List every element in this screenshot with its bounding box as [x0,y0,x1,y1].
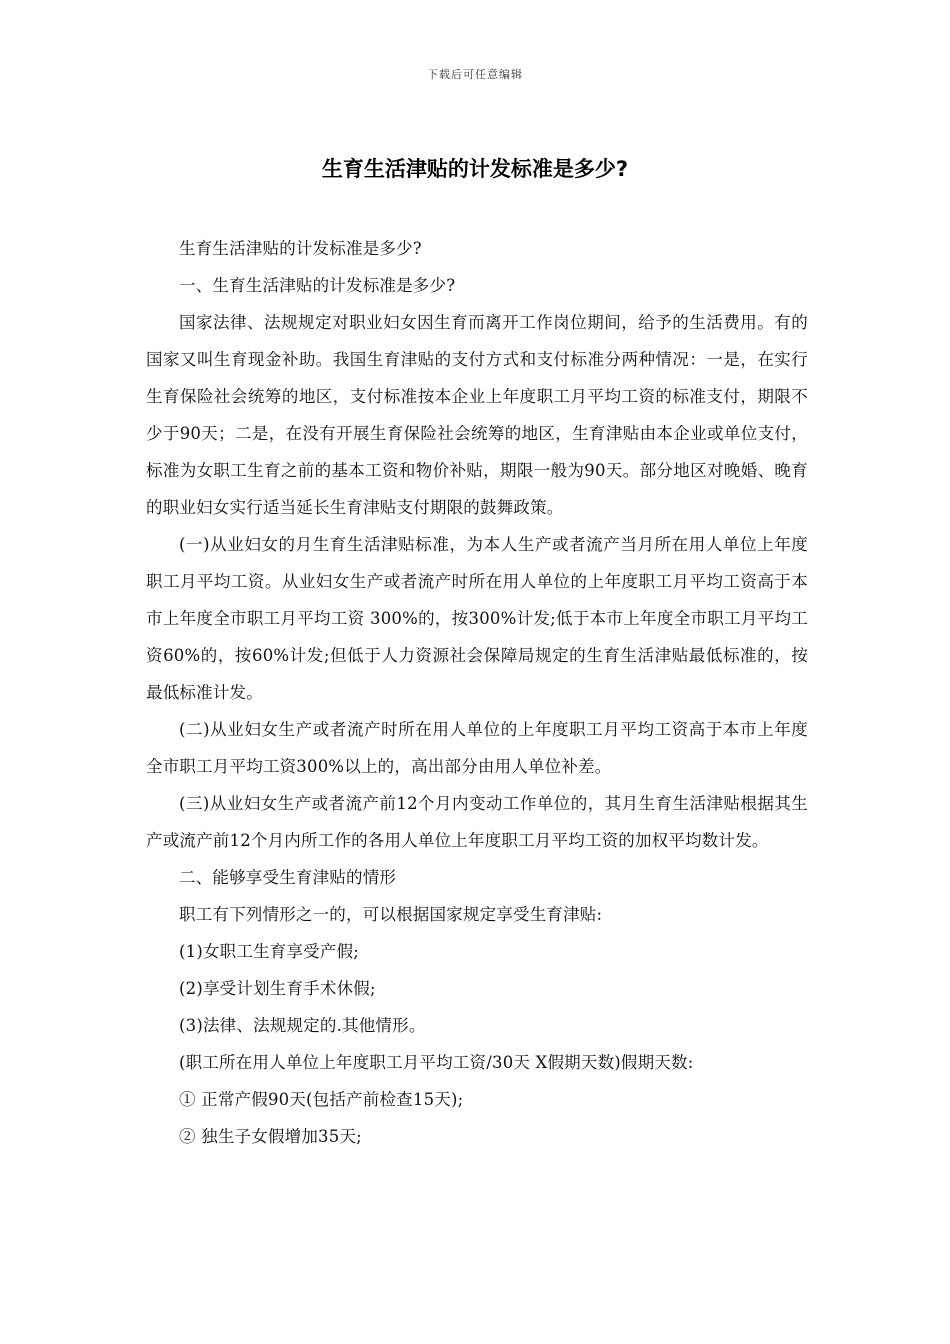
paragraph: 职工有下列情形之一的，可以根据国家规定享受生育津贴: [179,905,603,924]
formula-line: (职工所在用人单位上年度职工月平均工资/30天 X假期天数)假期天数: [179,1053,694,1072]
list-item: ① 正常产假90天(包括产前检查15天); [179,1090,464,1109]
section-heading: 二、能够享受生育津贴的情形 [179,868,397,887]
list-item: (3)法律、法规规定的.其他情形。 [179,1016,426,1035]
document-body [146,230,808,1155]
paragraph: (三)从业妇女生产或者流产前12个月内变动工作单位的，其月生育生活津贴根据其生产或流产前12个月内所工作的各用人单位上年度职工月平均工资的加权平均数计发。 [146,794,808,850]
paragraph: 国家法律、法规规定对职业妇女因生育而离开工作岗位期间，给予的生活费用。有的国家又叫生育现金补助。我国生育津贴的支付方式和支付标准分两种情况：一是，在实行生育保险社会统筹的地区，支付标准按本企业上年度职工月平均工资的标准支付，期限不少于90天；二是，在没有开展生育保险社会统筹的地区，生育津贴由本企业或单位支付，标准为女职工生育之前的基本工资和物价补贴，期限一般为90天。部分地区对晚婚、晚育的职业妇女实行适当延长生育津贴支付期限的鼓舞政策。 [146,313,808,517]
list-item: (2)享受计划生育手术休假; [179,979,376,998]
section-heading: 一、生育生活津贴的计发标准是多少? [179,276,456,295]
paragraph: (二)从业妇女生产或者流产时所在用人单位的上年度职工月平均工资高于本市上年度全市职工月平均工资300%以上的，高出部分由用人单位补差。 [146,720,808,776]
header-note: 下载后可任意编辑 [427,68,523,81]
list-item: ② 独生子女假增加35天; [179,1127,362,1146]
document-title: 生育生活津贴的计发标准是多少? [321,157,629,181]
paragraph: 生育生活津贴的计发标准是多少? [179,239,422,258]
list-item: (1)女职工生育享受产假; [179,942,360,961]
paragraph: (一)从业妇女的月生育生活津贴标准，为本人生产或者流产当月所在用人单位上年度职工月平均工资。从业妇女生产或者流产时所在用人单位的上年度职工月平均工资高于本市上年度全市职工月平均工资 300%的，按300%计发;低于本市上年度全市职工月平均工资60%的，按60%计发;但低于人力资源社会保障局规定的生育生活津贴最低标准的，按最低标准计发。 [146,535,808,702]
